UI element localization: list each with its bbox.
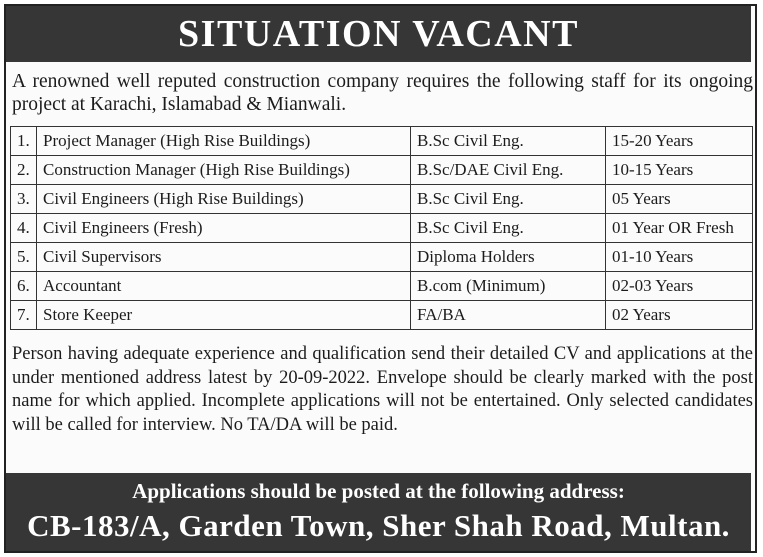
title-banner <box>6 6 751 62</box>
table-row <box>11 214 753 243</box>
qualification: B.Sc Civil Eng. <box>411 185 606 214</box>
experience: 02-03 Years <box>606 272 753 301</box>
qualification: FA/BA <box>411 301 606 330</box>
row-number: 2. <box>11 156 37 185</box>
experience: 05 Years <box>606 185 753 214</box>
row-number: 1. <box>11 127 37 156</box>
table-row <box>11 156 753 185</box>
post-name: Project Manager (High Rise Buildings) <box>37 127 411 156</box>
post-name: Civil Engineers (High Rise Buildings) <box>37 185 411 214</box>
experience: 01 Year OR Fresh <box>606 214 753 243</box>
experience: 01-10 Years <box>606 243 753 272</box>
positions-table <box>10 126 753 330</box>
address-banner <box>6 473 751 551</box>
post-name: Civil Supervisors <box>37 243 411 272</box>
post-name: Civil Engineers (Fresh) <box>37 214 411 243</box>
qualification: Diploma Holders <box>411 243 606 272</box>
row-number: 4. <box>11 214 37 243</box>
row-number: 5. <box>11 243 37 272</box>
post-name: Accountant <box>37 272 411 301</box>
page-title: SITUATION VACANT <box>178 13 579 55</box>
table-row <box>11 272 753 301</box>
experience: 02 Years <box>606 301 753 330</box>
row-number: 7. <box>11 301 37 330</box>
table-row <box>11 127 753 156</box>
positions-table-body <box>11 127 753 330</box>
qualification: B.Sc Civil Eng. <box>411 127 606 156</box>
intro-paragraph: A renowned well reputed construction company requires the following staff for its ongoing project at Karachi, Islamabad & Mianwali. <box>12 71 753 115</box>
qualification: B.Sc/DAE Civil Eng. <box>411 156 606 185</box>
experience: 15-20 Years <box>606 127 753 156</box>
address-line: CB-183/A, Garden Town, Sher Shah Road, Multan. <box>27 508 730 543</box>
table-row <box>11 301 753 330</box>
experience: 10-15 Years <box>606 156 753 185</box>
table-row <box>11 185 753 214</box>
row-number: 3. <box>11 185 37 214</box>
terms-paragraph: Person having adequate experience and qualification send their detailed CV and applications at the under mentioned address latest by 20-09-2022. Envelope should be clearly marked with the post name for which applied. Incomplete applications will not be entertained. Only selected candidates will be called for interview. No TA/DA will be paid. <box>12 344 753 435</box>
table-row <box>11 243 753 272</box>
qualification: B.Sc Civil Eng. <box>411 214 606 243</box>
address-heading: Applications should be posted at the following address: <box>132 479 625 503</box>
row-number: 6. <box>11 272 37 301</box>
post-name: Construction Manager (High Rise Buildings) <box>37 156 411 185</box>
qualification: B.com (Minimum) <box>411 272 606 301</box>
post-name: Store Keeper <box>37 301 411 330</box>
